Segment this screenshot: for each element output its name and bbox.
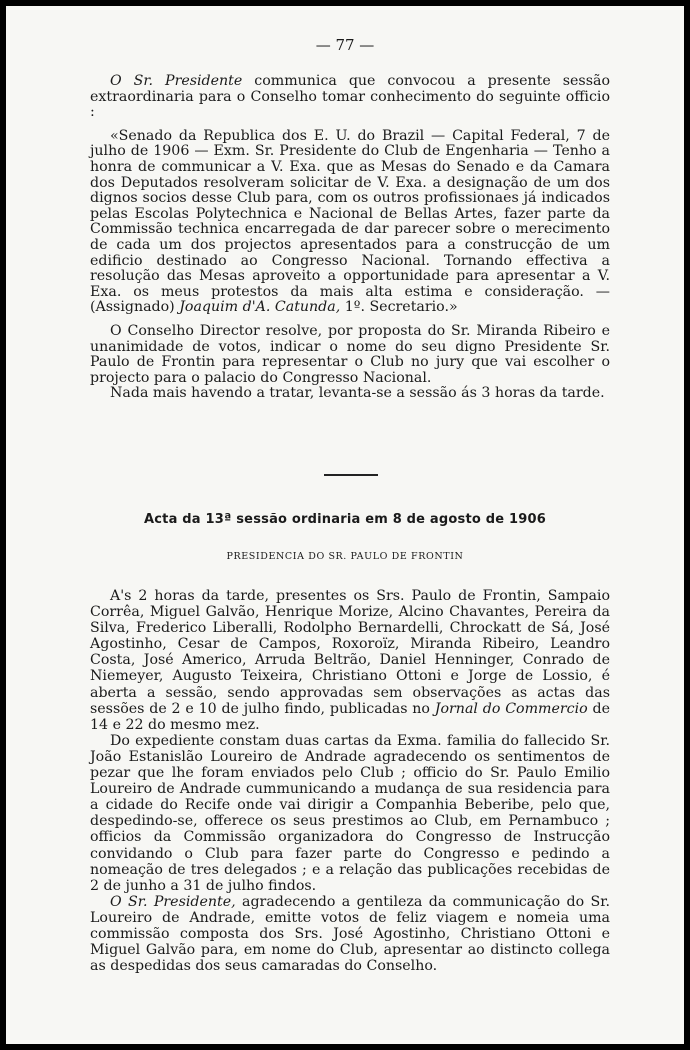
letter-signature: Joaquim d'A. Catunda,	[179, 299, 341, 316]
journal-name: Jornal do Commercio	[434, 700, 588, 717]
paragraph-attendance	[90, 588, 610, 733]
attendance-tail: de 14 e 22 do mesmo mez.	[90, 700, 610, 733]
paragraph-president-communication	[90, 74, 610, 121]
presidencia-heading: PRESIDENCIA DO SR. PAULO DE FRONTIN	[226, 551, 464, 562]
attendance-text: A's 2 horas da tarde, presentes os Srs. Paulo de Frontin, Sampaio Corrêa, Miguel Galvão, Henrique Morize, Alcino Chavantes, Pereira da Silva, Frederico Liberalli, Rodolpho Bernardelli, Chrockatt de Sá, José Agostinho, Cesar de Campos, Roxoroïz, Miranda Ribeiro, Leandro Costa, José Americo, Arruda Beltrão, Daniel Henninger, Conrado de Niemeyer, Augusto Teixeira, Christiano Ottoni e Jorge de Lossio, é aberta a sessão, sendo approvadas sem observações as actas das sessões de 2 e 10 de julho findo, publicadas no	[90, 588, 610, 717]
acta-title: Acta da 13ª sessão ordinaria em 8 de agosto de 1906	[144, 512, 546, 527]
president-title: O Sr. Presidente,	[110, 893, 236, 910]
document-page	[6, 6, 684, 1044]
paragraph-text: agradecendo a gentileza da communicação do Sr. Loureiro de Andrade, emitte votos de feliz viagem e nomeia uma commissão composta dos Srs. José Agostinho, Christiano Ottoni e Miguel Galvão para, em nome do Club, apresentar ao distincto collega as despedidas dos seus camaradas do Conselho.	[90, 893, 611, 975]
letter-tail: 1º. Secretario.»	[340, 299, 458, 316]
letter-text: «Senado da Republica dos E. U. do Brazil — Capital Federal, 7 de julho de 1906 — Exm. Sr. Presidente do Club de Engenharia — Tenho a honra de communicar a V. Exa. que as Mesas do Senado e da Camara dos Deputados resolveram solicitar de V. Exa. a designação de um dos dignos socios desse Club para, com os outros profissionaes já indicados pelas Escolas Polytechnica e Nacional de Bellas Artes, fazer parte da Commissão technica encarregada de dar parecer sobre o merecimento de cada um dos projectos apresentados para a construcção de um edificio destinado ao Congresso Nacional. Tornando effectiva a resolução das Mesas aproveito a opportunidade para apresentar a V. Exa. os meus protestos da mais alta estima e consideração. — (Assignado)	[90, 127, 610, 316]
paragraph-council-resolution: O Conselho Director resolve, por proposta do Sr. Miranda Ribeiro e unanimidade de votos, indicar o nome do seu digno Presidente Sr. Paulo de Frontin para representar o Club no jury que vai escolher o projecto para o palacio do Congresso Nacional.	[90, 322, 610, 386]
paragraph-president-thanks	[90, 894, 610, 974]
president-title: O Sr. Presidente	[110, 73, 243, 89]
extraordinary-session-section	[90, 74, 610, 402]
paragraph-text: communica que convocou a presente sessão extraordinaria para o Conselho tomar conhecimento do seguinte officio :	[90, 73, 610, 121]
page-number: — 77 —	[315, 36, 375, 54]
paragraph-session-close: Nada mais havendo a tratar, levanta-se a sessão ás 3 horas da tarde.	[110, 385, 605, 402]
paragraph-senate-letter	[90, 129, 610, 316]
ordinary-session-section	[90, 588, 610, 974]
paragraph-correspondence: Do expediente constam duas cartas da Exma. familia do fallecido Sr. João Estanislão Loureiro de Andrade agradecendo os sentimentos de pezar que lhe foram enviados pelo Club ; officio do Sr. Paulo Emilio Loureiro de Andrade cummunicando a mudança de sua residencia para a cidade do Recife onde vai dirigir a Companhia Beberibe, pelo que, despedindo-se, offerece os seus prestimos ao Club, em Pernambuco ; officios da Commissão organizadora do Congresso de Instrucção convidando o Club para fazer parte do Congresso e pedindo a nomeação de tres delegados ; e a relação das publicações recebidas de 2 de junho a 31 de julho findos.	[90, 732, 610, 894]
section-divider	[324, 474, 378, 476]
